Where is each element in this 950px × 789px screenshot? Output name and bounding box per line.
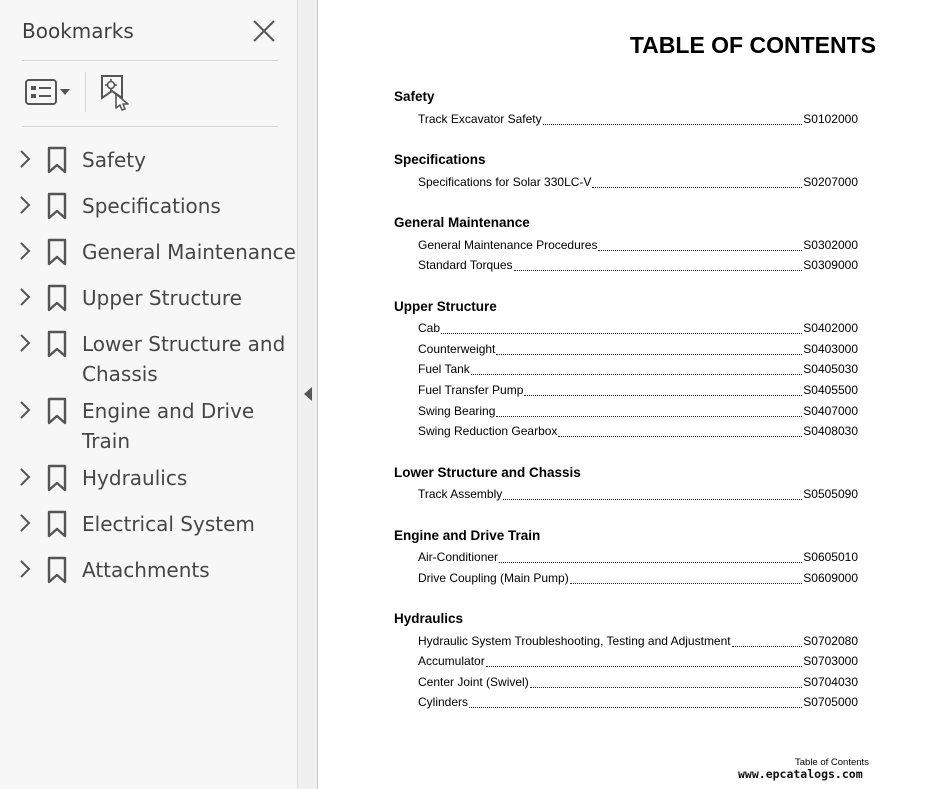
- toc-entry[interactable]: [418, 654, 858, 670]
- toc-entry-title: Swing Bearing: [418, 404, 496, 418]
- chevron-right-icon[interactable]: [16, 195, 34, 215]
- bookmark-label: Attachments: [82, 558, 210, 582]
- bookmark-icon: [46, 464, 68, 492]
- toc-entry-code: S0408030: [803, 424, 858, 438]
- section-heading: Hydraulics: [394, 611, 464, 626]
- bookmark-icon: [46, 556, 68, 584]
- section-heading: Upper Structure: [394, 299, 497, 314]
- toc-entry[interactable]: [418, 362, 858, 378]
- toc-entry[interactable]: [418, 634, 858, 650]
- toc-entry[interactable]: [418, 675, 858, 691]
- section-heading: Lower Structure and Chassis: [394, 465, 581, 480]
- close-icon[interactable]: [250, 17, 278, 45]
- dot-leader: [496, 354, 802, 355]
- dot-leader: [570, 583, 803, 584]
- toc-entry-code: S0705000: [803, 695, 858, 709]
- dot-leader: [441, 333, 802, 334]
- section-heading: Specifications: [394, 152, 486, 167]
- toc-entry-title: General Maintenance Procedures: [418, 238, 598, 252]
- toc-entry-code: S0407000: [803, 404, 858, 418]
- toc-entry-title: Standard Torques: [418, 258, 513, 272]
- dot-leader: [499, 562, 802, 563]
- toc-entry-code: S0609000: [803, 571, 858, 585]
- bookmark-icon: [46, 192, 68, 220]
- dot-leader: [469, 707, 802, 708]
- toc-entry[interactable]: [418, 487, 858, 503]
- toc-entry-title: Fuel Transfer Pump: [418, 383, 524, 397]
- bookmarks-panel: [0, 0, 298, 789]
- toc-entry-title: Hydraulic System Troubleshooting, Testing and Adjustment: [418, 634, 731, 648]
- toc-entry-code: S0403000: [803, 342, 858, 356]
- toc-entry[interactable]: [418, 342, 858, 358]
- bookmark-icon: [46, 397, 68, 425]
- section-heading: Engine and Drive Train: [394, 528, 541, 543]
- toc-entry-title: Accumulator: [418, 654, 485, 668]
- bookmark-icon: [46, 284, 68, 312]
- toc-entry-title: Track Assembly: [418, 487, 503, 501]
- bookmarks-title: Bookmarks: [22, 19, 134, 43]
- toc-entry-title: Specifications for Solar 330LC-V: [418, 175, 592, 189]
- dot-leader: [598, 250, 802, 251]
- toc-entry-code: S0102000: [803, 112, 858, 126]
- toc-entry-code: S0605010: [803, 550, 858, 564]
- bookmark-label: Specifications: [82, 194, 221, 218]
- dot-leader: [530, 687, 803, 688]
- toc-entry[interactable]: [418, 321, 858, 337]
- toc-entry[interactable]: [418, 404, 858, 420]
- toc-entry-code: S0505090: [803, 487, 858, 501]
- toc-entry[interactable]: [418, 571, 858, 587]
- page-footer: Table of Contents: [795, 757, 869, 768]
- chevron-right-icon[interactable]: [16, 559, 34, 579]
- chevron-right-icon[interactable]: [16, 467, 34, 487]
- bookmark-icon: [46, 146, 68, 174]
- watermark: www.epcatalogs.com: [738, 767, 863, 781]
- toc-entry-code: S0302000: [803, 238, 858, 252]
- chevron-right-icon[interactable]: [16, 241, 34, 261]
- dot-leader: [732, 646, 803, 647]
- toc-entry[interactable]: [418, 424, 858, 440]
- bookmark-options-icon[interactable]: [24, 76, 72, 108]
- toc-entry-code: S0703000: [803, 654, 858, 668]
- toc-entry-code: S0207000: [803, 175, 858, 189]
- toc-entry-code: S0704030: [803, 675, 858, 689]
- chevron-right-icon[interactable]: [16, 333, 34, 353]
- toc-entry[interactable]: [418, 383, 858, 399]
- bookmark-label: Upper Structure: [82, 286, 242, 310]
- bookmark-label: Safety: [82, 148, 146, 172]
- toc-entry-title: Swing Reduction Gearbox: [418, 424, 558, 438]
- divider: [22, 60, 278, 61]
- toc-entry-title: Counterweight: [418, 342, 496, 356]
- toc-entry-code: S0702080: [803, 634, 858, 648]
- dot-leader: [543, 124, 803, 125]
- bookmarks-header: [22, 14, 278, 48]
- bookmarks-toolbar: [22, 70, 278, 116]
- document-page: [319, 0, 950, 789]
- section-heading: Safety: [394, 89, 435, 104]
- bookmark-icon: [46, 510, 68, 538]
- find-current-bookmark-icon[interactable]: [98, 74, 134, 112]
- chevron-right-icon[interactable]: [16, 400, 34, 420]
- dot-leader: [496, 416, 802, 417]
- toolbar-divider: [85, 72, 86, 112]
- toc-entry[interactable]: [418, 175, 858, 191]
- section-heading: General Maintenance: [394, 215, 530, 230]
- dot-leader: [471, 374, 802, 375]
- toc-entry-title: Drive Coupling (Main Pump): [418, 571, 569, 585]
- bookmark-label: Hydraulics: [82, 466, 188, 490]
- collapse-panel-icon[interactable]: [302, 386, 314, 402]
- divider: [22, 126, 278, 127]
- chevron-right-icon[interactable]: [16, 513, 34, 533]
- dot-leader: [486, 666, 803, 667]
- toc-entry[interactable]: [418, 258, 858, 274]
- toc-entry-title: Fuel Tank: [418, 362, 470, 376]
- dot-leader: [514, 270, 803, 271]
- bookmark-label: General Maintenance: [82, 240, 296, 264]
- toc-entry-title: Track Excavator Safety: [418, 112, 542, 126]
- bookmark-label: Electrical System: [82, 512, 255, 536]
- toc-entry-code: S0309000: [803, 258, 858, 272]
- bookmark-icon: [46, 238, 68, 266]
- bookmark-icon: [46, 330, 68, 358]
- bookmark-label: Lower Structure and Chassis: [82, 332, 286, 386]
- toc-entry-title: Cab: [418, 321, 441, 335]
- toc-entry[interactable]: [418, 238, 858, 254]
- toc-entry[interactable]: [418, 695, 858, 711]
- toc-entry-code: S0405500: [803, 383, 858, 397]
- toc-entry-code: S0405030: [803, 362, 858, 376]
- dot-leader: [558, 436, 802, 437]
- toc-entry-title: Cylinders: [418, 695, 469, 709]
- chevron-right-icon[interactable]: [16, 149, 34, 169]
- dot-leader: [592, 187, 802, 188]
- dot-leader: [503, 499, 802, 500]
- toc-entry-title: Center Joint (Swivel): [418, 675, 529, 689]
- toc-entry[interactable]: [418, 550, 858, 566]
- bookmark-label: Engine and Drive Train: [82, 399, 255, 453]
- page-title: TABLE OF CONTENTS: [629, 32, 876, 58]
- toc-entry-code: S0402000: [803, 321, 858, 335]
- toc-entry-title: Air-Conditioner: [418, 550, 499, 564]
- toc-entry[interactable]: [418, 112, 858, 128]
- dot-leader: [524, 395, 802, 396]
- chevron-right-icon[interactable]: [16, 287, 34, 307]
